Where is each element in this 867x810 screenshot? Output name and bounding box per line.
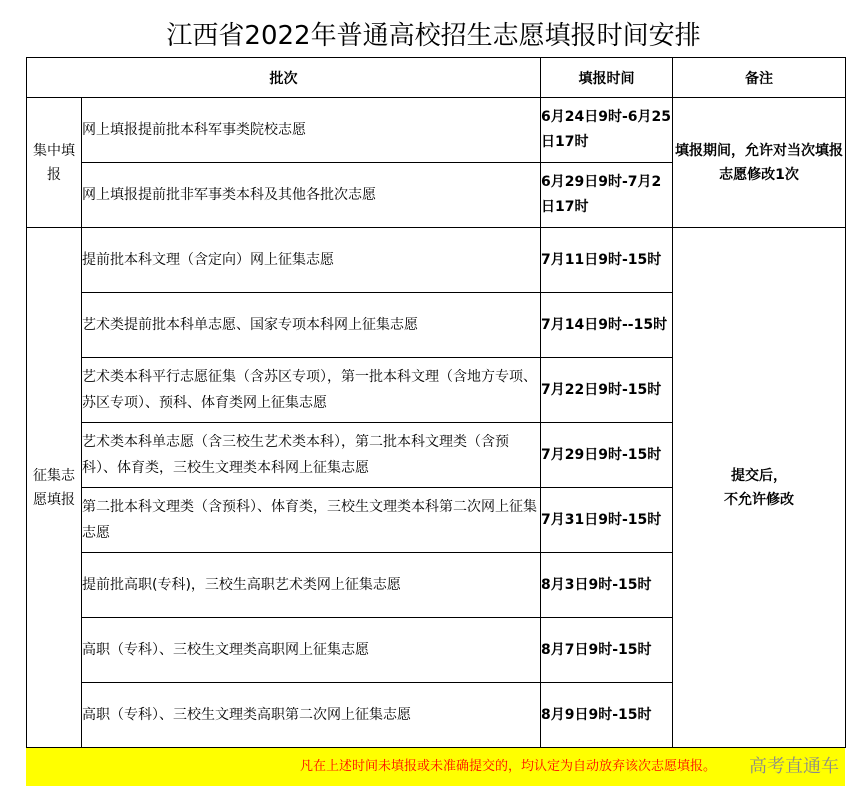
batch-cell: 网上填报提前批非军事类本科及其他各批次志愿 [82,163,541,228]
time-cell: 7月22日9时-15时 [541,358,673,423]
batch-cell: 艺术类本科平行志愿征集（含苏区专项），第一批本科文理（含地方专项、苏区专项）、预科、体育类网上征集志愿 [82,358,541,423]
time-cell: 8月3日9时-15时 [541,553,673,618]
page-title: 江西省2022年普通高校招生志愿填报时间安排 [166,21,701,51]
time-cell: 7月14日9时--15时 [541,293,673,358]
batch-cell: 艺术类本科单志愿（含三校生艺术类本科），第二批本科文理类（含预科）、体育类，三校生文理类本科网上征集志愿 [82,423,541,488]
footer-notice: 凡在上述时间未填报或未准确提交的，均认定为自动放弃该次志愿填报。 [299,759,716,774]
watermark-logo-text: 高考直通车 [749,756,839,777]
note-solicit [673,228,846,748]
footer-banner [26,748,845,786]
header-note: 备注 [673,58,846,98]
header-batch: 批次 [27,58,541,98]
time-cell: 7月29日9时-15时 [541,423,673,488]
batch-cell: 提前批高职(专科)，三校生高职艺术类网上征集志愿 [82,553,541,618]
batch-cell: 第二批本科文理类（含预科）、体育类，三校生文理类本科第二次网上征集志愿 [82,488,541,553]
time-cell: 8月9日9时-15时 [541,683,673,748]
time-cell: 8月7日9时-15时 [541,618,673,683]
batch-cell: 高职（专科）、三校生文理类高职网上征集志愿 [82,618,541,683]
table-header-row [27,58,846,98]
note-central: 填报期间，允许对当次填报志愿修改1次 [673,98,846,228]
group-central: 集中填报 [27,98,82,228]
batch-cell: 高职（专科）、三校生文理类高职第二次网上征集志愿 [82,683,541,748]
schedule-table [26,57,846,748]
batch-cell: 网上填报提前批本科军事类院校志愿 [82,98,541,163]
table-row [27,228,846,293]
table-row [27,98,846,163]
time-cell: 6月29日9时-7月2日17时 [541,163,673,228]
header-time: 填报时间 [541,58,673,98]
time-cell: 7月11日9时-15时 [541,228,673,293]
note-solicit-line2: 不允许修改 [724,491,794,508]
group-solicit: 征集志愿填报 [27,228,82,748]
batch-cell: 艺术类提前批本科单志愿、国家专项本科网上征集志愿 [82,293,541,358]
time-cell: 7月31日9时-15时 [541,488,673,553]
batch-cell: 提前批本科文理（含定向）网上征集志愿 [82,228,541,293]
note-solicit-line1: 提交后， [731,467,787,484]
time-cell: 6月24日9时-6月25日17时 [541,98,673,163]
